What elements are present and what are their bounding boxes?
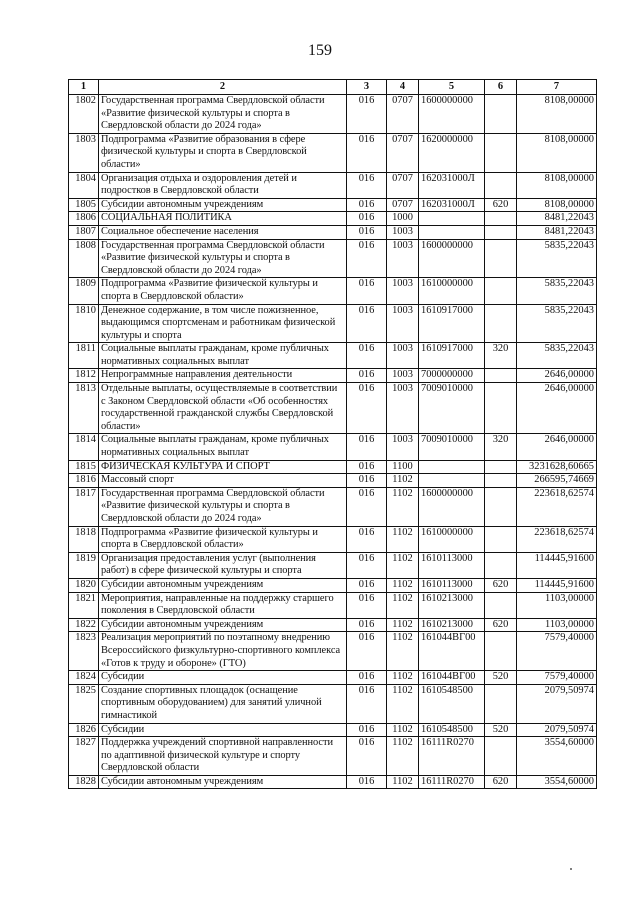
- row-section-code: 1003: [387, 383, 419, 434]
- row-section-code: 1003: [387, 225, 419, 239]
- table-row: [69, 434, 597, 460]
- row-section-code: 1100: [387, 460, 419, 474]
- table-row: [69, 671, 597, 685]
- row-number: 1822: [69, 618, 99, 632]
- row-number: 1821: [69, 592, 99, 618]
- row-section-code: 1102: [387, 737, 419, 776]
- table-header-row: [69, 80, 597, 95]
- row-number: 1808: [69, 239, 99, 278]
- row-expense-type: [485, 552, 517, 578]
- row-expense-type: 320: [485, 343, 517, 369]
- row-expense-type: [485, 474, 517, 488]
- row-ministry-code: 016: [347, 343, 387, 369]
- row-ministry-code: 016: [347, 434, 387, 460]
- row-number: 1805: [69, 198, 99, 212]
- row-section-code: 0707: [387, 133, 419, 172]
- row-number: 1806: [69, 212, 99, 226]
- row-expense-type: [485, 278, 517, 304]
- table-row: [69, 684, 597, 723]
- row-name: Реализация мероприятий по поэтапному внедрению Всероссийского физкультурно-спортивного комплекса «Готов к труду и обороне» (ГТО): [99, 632, 347, 671]
- row-amount: 2646,00000: [517, 369, 597, 383]
- table-row: [69, 474, 597, 488]
- row-target-code: 1610000000: [419, 526, 485, 552]
- row-name: Субсидии: [99, 671, 347, 685]
- row-amount: 114445,91600: [517, 578, 597, 592]
- table-row: [69, 552, 597, 578]
- row-ministry-code: 016: [347, 95, 387, 134]
- row-target-code: 1610113000: [419, 552, 485, 578]
- row-name: Поддержка учреждений спортивной направленности по адаптивной физической культуре и спорту Свердловской области: [99, 737, 347, 776]
- row-section-code: 1102: [387, 684, 419, 723]
- row-expense-type: [485, 592, 517, 618]
- table-body: [69, 95, 597, 789]
- row-ministry-code: 016: [347, 671, 387, 685]
- row-number: 1826: [69, 723, 99, 737]
- row-amount: 8108,00000: [517, 133, 597, 172]
- table-row: [69, 343, 597, 369]
- row-ministry-code: 016: [347, 239, 387, 278]
- row-name: ФИЗИЧЕСКАЯ КУЛЬТУРА И СПОРТ: [99, 460, 347, 474]
- row-expense-type: [485, 304, 517, 343]
- row-expense-type: [485, 737, 517, 776]
- row-target-code: 161044ВГ00: [419, 632, 485, 671]
- row-name: Субсидии автономным учреждениям: [99, 578, 347, 592]
- row-target-code: 1610548500: [419, 684, 485, 723]
- row-ministry-code: 016: [347, 552, 387, 578]
- row-ministry-code: 016: [347, 775, 387, 789]
- row-amount: 2646,00000: [517, 383, 597, 434]
- scan-speck: [570, 868, 572, 870]
- row-expense-type: 620: [485, 198, 517, 212]
- row-number: 1804: [69, 172, 99, 198]
- table-row: [69, 460, 597, 474]
- row-name: Субсидии автономным учреждениям: [99, 775, 347, 789]
- row-number: 1802: [69, 95, 99, 134]
- row-section-code: 1102: [387, 723, 419, 737]
- row-target-code: [419, 460, 485, 474]
- table-row: [69, 775, 597, 789]
- row-number: 1819: [69, 552, 99, 578]
- row-expense-type: [485, 684, 517, 723]
- table-row: [69, 383, 597, 434]
- table-row: [69, 304, 597, 343]
- row-section-code: 1003: [387, 343, 419, 369]
- row-amount: 223618,62574: [517, 487, 597, 526]
- row-ministry-code: 016: [347, 198, 387, 212]
- row-amount: 1103,00000: [517, 618, 597, 632]
- row-amount: 5835,22043: [517, 304, 597, 343]
- page-number: 159: [308, 42, 332, 59]
- row-ministry-code: 016: [347, 737, 387, 776]
- row-target-code: 1610917000: [419, 343, 485, 369]
- table-row: [69, 212, 597, 226]
- row-expense-type: 320: [485, 434, 517, 460]
- row-expense-type: [485, 239, 517, 278]
- row-name: Субсидии автономным учреждениям: [99, 198, 347, 212]
- row-number: 1828: [69, 775, 99, 789]
- row-ministry-code: 016: [347, 723, 387, 737]
- row-amount: 8108,00000: [517, 172, 597, 198]
- row-name: Денежное содержание, в том числе пожизненное, выдающимся спортсменам и работникам физической культуры и спорта: [99, 304, 347, 343]
- row-ministry-code: 016: [347, 383, 387, 434]
- row-name: Отдельные выплаты, осуществляемые в соответствии с Законом Свердловской области «Об особенностях государственной гражданской службы Свердловской области»: [99, 383, 347, 434]
- row-number: 1812: [69, 369, 99, 383]
- row-section-code: 1102: [387, 618, 419, 632]
- row-ministry-code: 016: [347, 304, 387, 343]
- row-target-code: 161044ВГ00: [419, 671, 485, 685]
- table-row: [69, 723, 597, 737]
- row-target-code: 162031000Л: [419, 172, 485, 198]
- row-target-code: 162031000Л: [419, 198, 485, 212]
- row-expense-type: [485, 212, 517, 226]
- table-row: [69, 526, 597, 552]
- row-expense-type: [485, 383, 517, 434]
- row-name: Мероприятия, направленные на поддержку старшего поколения в Свердловской области: [99, 592, 347, 618]
- row-target-code: 1610000000: [419, 278, 485, 304]
- row-number: 1820: [69, 578, 99, 592]
- table-row: [69, 133, 597, 172]
- row-amount: 5835,22043: [517, 278, 597, 304]
- header-col-7: 7: [517, 80, 597, 95]
- row-amount: 1103,00000: [517, 592, 597, 618]
- row-name: Государственная программа Свердловской области «Развитие физической культуры и спорта в Свердловской области до 2024 года»: [99, 95, 347, 134]
- row-target-code: 1600000000: [419, 95, 485, 134]
- row-ministry-code: 016: [347, 460, 387, 474]
- row-number: 1814: [69, 434, 99, 460]
- row-name: Социальное обеспечение населения: [99, 225, 347, 239]
- row-number: 1811: [69, 343, 99, 369]
- table-row: [69, 278, 597, 304]
- row-section-code: 1102: [387, 592, 419, 618]
- row-amount: 3554,60000: [517, 775, 597, 789]
- row-amount: 7579,40000: [517, 632, 597, 671]
- row-amount: 8481,22043: [517, 225, 597, 239]
- row-target-code: 16111R0270: [419, 737, 485, 776]
- row-expense-type: 520: [485, 723, 517, 737]
- row-ministry-code: 016: [347, 133, 387, 172]
- row-name: Подпрограмма «Развитие физической культуры и спорта в Свердловской области»: [99, 526, 347, 552]
- row-section-code: 0707: [387, 95, 419, 134]
- table-row: [69, 369, 597, 383]
- table-row: [69, 487, 597, 526]
- row-target-code: [419, 225, 485, 239]
- row-section-code: 1102: [387, 474, 419, 488]
- row-amount: 7579,40000: [517, 671, 597, 685]
- row-number: 1818: [69, 526, 99, 552]
- row-expense-type: [485, 632, 517, 671]
- row-expense-type: 620: [485, 775, 517, 789]
- row-section-code: 1003: [387, 369, 419, 383]
- row-expense-type: 620: [485, 618, 517, 632]
- row-name: Субсидии автономным учреждениям: [99, 618, 347, 632]
- row-section-code: 1102: [387, 578, 419, 592]
- header-col-2: 2: [99, 80, 347, 95]
- header-col-3: 3: [347, 80, 387, 95]
- row-number: 1823: [69, 632, 99, 671]
- row-target-code: [419, 212, 485, 226]
- row-ministry-code: 016: [347, 487, 387, 526]
- table-row: [69, 198, 597, 212]
- row-amount: 3554,60000: [517, 737, 597, 776]
- row-number: 1807: [69, 225, 99, 239]
- row-target-code: 7000000000: [419, 369, 485, 383]
- row-number: 1810: [69, 304, 99, 343]
- row-ministry-code: 016: [347, 526, 387, 552]
- row-section-code: 1000: [387, 212, 419, 226]
- row-target-code: [419, 474, 485, 488]
- row-amount: 5835,22043: [517, 239, 597, 278]
- row-section-code: 1003: [387, 239, 419, 278]
- row-section-code: 0707: [387, 172, 419, 198]
- row-name: Социальные выплаты гражданам, кроме публичных нормативных социальных выплат: [99, 434, 347, 460]
- budget-table: [68, 79, 597, 789]
- table-row: [69, 172, 597, 198]
- row-expense-type: [485, 172, 517, 198]
- table-row: [69, 618, 597, 632]
- table-row: [69, 95, 597, 134]
- row-amount: 223618,62574: [517, 526, 597, 552]
- row-target-code: 1610917000: [419, 304, 485, 343]
- header-col-6: 6: [485, 80, 517, 95]
- table-row: [69, 578, 597, 592]
- row-expense-type: 620: [485, 578, 517, 592]
- row-section-code: 1102: [387, 632, 419, 671]
- row-target-code: 16111R0270: [419, 775, 485, 789]
- row-expense-type: [485, 526, 517, 552]
- row-section-code: 1102: [387, 775, 419, 789]
- row-section-code: 1102: [387, 671, 419, 685]
- header-col-1: 1: [69, 80, 99, 95]
- row-number: 1813: [69, 383, 99, 434]
- row-amount: 8108,00000: [517, 198, 597, 212]
- row-target-code: 1610548500: [419, 723, 485, 737]
- row-name: Государственная программа Свердловской области «Развитие физической культуры и спорта в Свердловской области до 2024 года»: [99, 239, 347, 278]
- row-target-code: 1610113000: [419, 578, 485, 592]
- row-ministry-code: 016: [347, 684, 387, 723]
- row-ministry-code: 016: [347, 369, 387, 383]
- row-ministry-code: 016: [347, 474, 387, 488]
- row-section-code: 1003: [387, 278, 419, 304]
- row-target-code: 1600000000: [419, 487, 485, 526]
- row-ministry-code: 016: [347, 212, 387, 226]
- header-col-4: 4: [387, 80, 419, 95]
- header-col-5: 5: [419, 80, 485, 95]
- row-expense-type: [485, 487, 517, 526]
- row-name: Непрограммные направления деятельности: [99, 369, 347, 383]
- row-section-code: 1003: [387, 304, 419, 343]
- row-ministry-code: 016: [347, 592, 387, 618]
- table-row: [69, 592, 597, 618]
- table-row: [69, 225, 597, 239]
- row-expense-type: [485, 95, 517, 134]
- row-number: 1817: [69, 487, 99, 526]
- row-ministry-code: 016: [347, 278, 387, 304]
- row-section-code: 1102: [387, 526, 419, 552]
- row-number: 1803: [69, 133, 99, 172]
- row-ministry-code: 016: [347, 225, 387, 239]
- table-row: [69, 737, 597, 776]
- row-amount: 2646,00000: [517, 434, 597, 460]
- row-number: 1825: [69, 684, 99, 723]
- row-ministry-code: 016: [347, 172, 387, 198]
- row-expense-type: [485, 133, 517, 172]
- row-expense-type: [485, 460, 517, 474]
- row-expense-type: [485, 225, 517, 239]
- row-ministry-code: 016: [347, 578, 387, 592]
- row-amount: 2079,50974: [517, 723, 597, 737]
- row-name: Массовый спорт: [99, 474, 347, 488]
- row-name: Подпрограмма «Развитие физической культуры и спорта в Свердловской области»: [99, 278, 347, 304]
- row-number: 1815: [69, 460, 99, 474]
- row-name: Подпрограмма «Развитие образования в сфере физической культуры и спорта в Свердловской области»: [99, 133, 347, 172]
- row-number: 1824: [69, 671, 99, 685]
- row-amount: 3231628,60665: [517, 460, 597, 474]
- table-row: [69, 632, 597, 671]
- row-target-code: 1620000000: [419, 133, 485, 172]
- row-name: Организация предоставления услуг (выполнения работ) в сфере физической культуры и спорта: [99, 552, 347, 578]
- row-expense-type: [485, 369, 517, 383]
- row-amount: 8481,22043: [517, 212, 597, 226]
- row-name: Субсидии: [99, 723, 347, 737]
- row-target-code: 7009010000: [419, 434, 485, 460]
- row-section-code: 1003: [387, 434, 419, 460]
- row-number: 1827: [69, 737, 99, 776]
- row-name: Создание спортивных площадок (оснащение спортивным оборудованием) для занятий уличной гимнастикой: [99, 684, 347, 723]
- row-section-code: 0707: [387, 198, 419, 212]
- row-ministry-code: 016: [347, 618, 387, 632]
- row-number: 1809: [69, 278, 99, 304]
- row-target-code: 1610213000: [419, 618, 485, 632]
- row-section-code: 1102: [387, 487, 419, 526]
- row-amount: 114445,91600: [517, 552, 597, 578]
- row-target-code: 7009010000: [419, 383, 485, 434]
- row-section-code: 1102: [387, 552, 419, 578]
- row-name: Государственная программа Свердловской области «Развитие физической культуры и спорта в Свердловской области до 2024 года»: [99, 487, 347, 526]
- row-number: 1816: [69, 474, 99, 488]
- row-target-code: 1610213000: [419, 592, 485, 618]
- row-expense-type: 520: [485, 671, 517, 685]
- row-amount: 8108,00000: [517, 95, 597, 134]
- row-amount: 2079,50974: [517, 684, 597, 723]
- row-ministry-code: 016: [347, 632, 387, 671]
- row-amount: 5835,22043: [517, 343, 597, 369]
- row-target-code: 1600000000: [419, 239, 485, 278]
- table-row: [69, 239, 597, 278]
- row-name: Организация отдыха и оздоровления детей и подростков в Свердловской области: [99, 172, 347, 198]
- row-name: Социальные выплаты гражданам, кроме публичных нормативных социальных выплат: [99, 343, 347, 369]
- row-name: СОЦИАЛЬНАЯ ПОЛИТИКА: [99, 212, 347, 226]
- row-amount: 266595,74669: [517, 474, 597, 488]
